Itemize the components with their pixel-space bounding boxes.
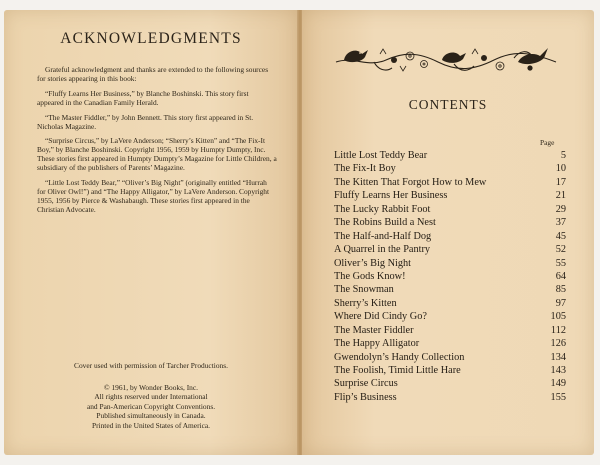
toc-entry-page: 155 bbox=[550, 391, 566, 403]
toc-entry-page: 105 bbox=[550, 311, 566, 323]
toc-entry-title: Surprise Circus bbox=[334, 378, 398, 390]
toc-entry-title: The Half-and-Half Dog bbox=[334, 230, 432, 242]
toc-entry bbox=[334, 325, 566, 338]
toc-entry-page: 21 bbox=[555, 190, 566, 202]
toc-entry-title: A Quarrel in the Pantry bbox=[334, 244, 431, 256]
toc-entry-page: 64 bbox=[555, 270, 566, 282]
toc-entry-page: 85 bbox=[555, 284, 566, 296]
toc-entry bbox=[334, 150, 566, 163]
toc-entry bbox=[334, 204, 566, 217]
toc-entry bbox=[334, 271, 566, 284]
ack-paragraph: Grateful acknowledgment and thanks are extended to the following sources for stories appearing in this book: bbox=[37, 65, 269, 83]
toc-entry-page: 143 bbox=[550, 365, 566, 376]
bird-and-flowers-ornament-icon bbox=[334, 40, 559, 76]
toc-entry-title: The Snowman bbox=[334, 284, 394, 296]
table-of-contents bbox=[334, 150, 566, 405]
toc-entry-page: 45 bbox=[555, 230, 566, 242]
toc-entry-page: 112 bbox=[550, 324, 566, 336]
cover-credit: Cover used with permission of Tarcher Productions. bbox=[74, 361, 228, 370]
toc-entry-page: 17 bbox=[555, 176, 566, 188]
toc-entry-title: Where Did Cindy Go? bbox=[334, 311, 427, 323]
toc-entry-page: 97 bbox=[555, 297, 566, 309]
page-column-label: Page bbox=[540, 138, 555, 147]
toc-entry-title: The Kitten That Forgot How to Mew bbox=[334, 176, 487, 188]
acknowledgments-body bbox=[37, 66, 277, 215]
copyright-line: © 1961, by Wonder Books, Inc. bbox=[104, 383, 198, 392]
toc-entry bbox=[334, 284, 566, 297]
contents-title: CONTENTS bbox=[408, 97, 488, 112]
toc-entry bbox=[334, 365, 566, 378]
copyright-block bbox=[4, 383, 298, 430]
toc-entry-title: Fluffy Learns Her Business bbox=[334, 190, 448, 202]
copyright-line: All rights reserved under International bbox=[94, 392, 208, 402]
toc-entry-title: The Lucky Rabbit Foot bbox=[334, 203, 431, 215]
toc-entry bbox=[334, 177, 566, 190]
toc-entry bbox=[334, 231, 566, 244]
toc-entry bbox=[334, 258, 566, 271]
toc-entry-page: 55 bbox=[555, 257, 566, 269]
copyright-line: and Pan-American Copyright Conventions. bbox=[86, 401, 216, 411]
toc-entry-title: Oliver’s Big Night bbox=[334, 257, 412, 269]
toc-entry-title: The Master Fiddler bbox=[334, 324, 414, 336]
toc-entry-page: 149 bbox=[550, 378, 566, 390]
toc-entry bbox=[334, 378, 566, 391]
toc-entry-page: 29 bbox=[555, 203, 566, 215]
toc-entry-title: The Robins Build a Nest bbox=[334, 217, 436, 229]
acknowledgments-title: ACKNOWLEDGMENTS bbox=[60, 30, 242, 47]
toc-entry bbox=[334, 311, 566, 324]
toc-entry bbox=[334, 352, 566, 365]
toc-entry-title: Gwendolyn’s Handy Collection bbox=[334, 351, 465, 363]
toc-entry-title: The Happy Alligator bbox=[334, 338, 420, 350]
toc-entry-title: Little Lost Teddy Bear bbox=[334, 150, 428, 161]
toc-entry-title: The Gods Know! bbox=[334, 270, 406, 282]
toc-entry bbox=[334, 392, 566, 405]
toc-entry bbox=[334, 298, 566, 311]
ack-paragraph: “The Master Fiddler,” by John Bennett. This story first appeared in St. Nicholas Magazine. bbox=[37, 112, 254, 131]
toc-entry-title: Sherry’s Kitten bbox=[334, 297, 397, 309]
ack-paragraph: “Surprise Circus,” by LaVere Anderson; “Sherry’s Kitten” and “The Fix-It Boy,” by Blanche Boshinski. Copyright 1956, 1959 by Humpty Dumpty, Inc. These stories first appeared in Humpty Dumpty’s Magazine for Little Children, a subsidiary of the publishers of Parents’ Magazine. bbox=[37, 136, 277, 173]
toc-entry-page: 5 bbox=[560, 150, 566, 161]
copyright-line: Published simultaneously in Canada. bbox=[96, 411, 206, 421]
ack-paragraph: “Little Lost Teddy Bear,” “Oliver’s Big Night” (originally entitled “Hurrah for Oliver Owl!”) and “The Happy Alligator,” by LaVere Anderson. Copyright 1955, 1956 by Pierce & Washabaugh. These stories first appeared in the Christian Advocate. bbox=[37, 178, 270, 214]
toc-entry bbox=[334, 217, 566, 230]
ack-paragraph: “Fluffy Learns Her Business,” by Blanche Boshinski. This story first appeared in the Canadian Family Herald. bbox=[37, 88, 249, 107]
toc-entry bbox=[334, 190, 566, 203]
toc-entry-page: 134 bbox=[550, 351, 566, 363]
toc-entry-title: The Foolish, Timid Little Hare bbox=[334, 365, 461, 376]
left-page bbox=[4, 10, 298, 455]
toc-entry-title: The Fix-It Boy bbox=[334, 163, 396, 175]
toc-entry-page: 126 bbox=[550, 338, 566, 350]
toc-entry bbox=[334, 163, 566, 176]
toc-entry bbox=[334, 244, 566, 257]
toc-entry-page: 37 bbox=[555, 217, 566, 229]
toc-entry-page: 52 bbox=[555, 244, 566, 256]
toc-entry-title: Flip’s Business bbox=[334, 391, 397, 403]
copyright-line: Printed in the United States of America. bbox=[91, 420, 211, 430]
toc-entry bbox=[334, 338, 566, 351]
toc-entry-page: 10 bbox=[555, 163, 566, 175]
